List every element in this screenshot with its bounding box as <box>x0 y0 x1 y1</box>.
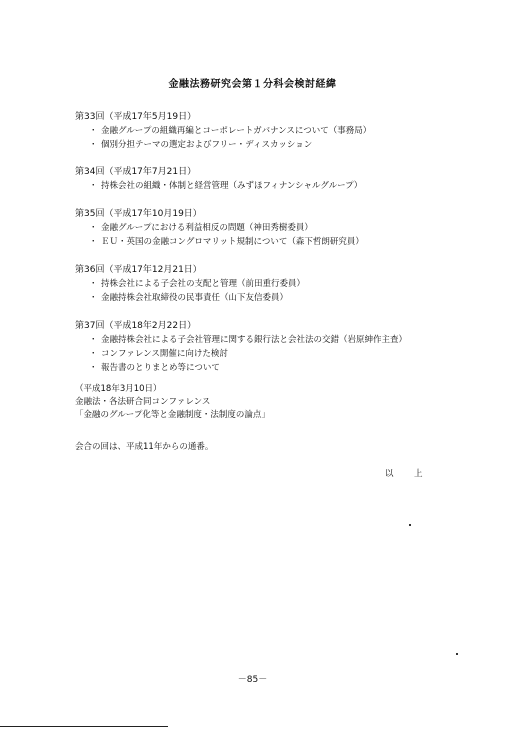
list-item: ・ 金融グループにおける利益相反の問題（神田秀樹委員） <box>89 223 313 233</box>
session-header: 第35回（平成17年10月19日） <box>75 209 202 219</box>
session-36 <box>75 264 475 305</box>
page-title: 金融法務研究会第１分科会検討経緯 <box>168 79 337 90</box>
conference-theme: 「金融のグループ化等と金融制度・法制度の論点」 <box>75 410 270 420</box>
list-item: ・ 金融グループの組織再編とコーポレートガバナンスについて（事務局） <box>89 126 372 136</box>
session-35 <box>75 208 475 249</box>
closing-mark: 以 上 <box>385 469 429 479</box>
scan-speck <box>409 524 411 526</box>
scan-edge-line <box>0 726 168 727</box>
conference-block <box>75 383 270 422</box>
session-header: 第36回（平成17年12月21日） <box>75 265 202 275</box>
list-item: ・ 持株会社による子会社の支配と管理（前田重行委員） <box>89 279 306 289</box>
list-item: ・ 個別分担テーマの選定およびフリー・ディスカッション <box>89 140 313 150</box>
session-header: 第34回（平成17年7月21日） <box>75 167 197 177</box>
session-34 <box>75 166 475 193</box>
conference-date: （平成18年3月10日） <box>75 384 162 394</box>
numbering-note: 会合の回は、平成11年からの通番。 <box>75 442 214 452</box>
list-item: ・ 報告書のとりまとめ等について <box>89 363 220 373</box>
list-item: ・ 持株会社の組織・体制と経営管理（みずほフィナンシャルグループ） <box>89 181 363 191</box>
scan-speck <box>456 653 458 655</box>
session-header: 第37回（平成18年2月22日） <box>75 321 197 331</box>
list-item: ・ 金融持株会社取締役の民事責任（山下友信委員） <box>89 293 289 303</box>
conference-name: 金融法・各法研合同コンファレンス <box>75 397 211 407</box>
page-number: －85－ <box>237 675 268 685</box>
session-33 <box>75 111 475 152</box>
list-item: ・ コンファレンス開催に向けた検討 <box>89 349 228 359</box>
session-37 <box>75 320 475 375</box>
list-item: ・ 金融持株会社による子会社管理に関する銀行法と会社法の交錯（岩原紳作主査） <box>89 335 408 345</box>
list-item: ・ ＥＵ・英国の金融コングロマリット規制について（森下哲朗研究員） <box>89 237 364 247</box>
session-header: 第33回（平成17年5月19日） <box>75 112 197 122</box>
